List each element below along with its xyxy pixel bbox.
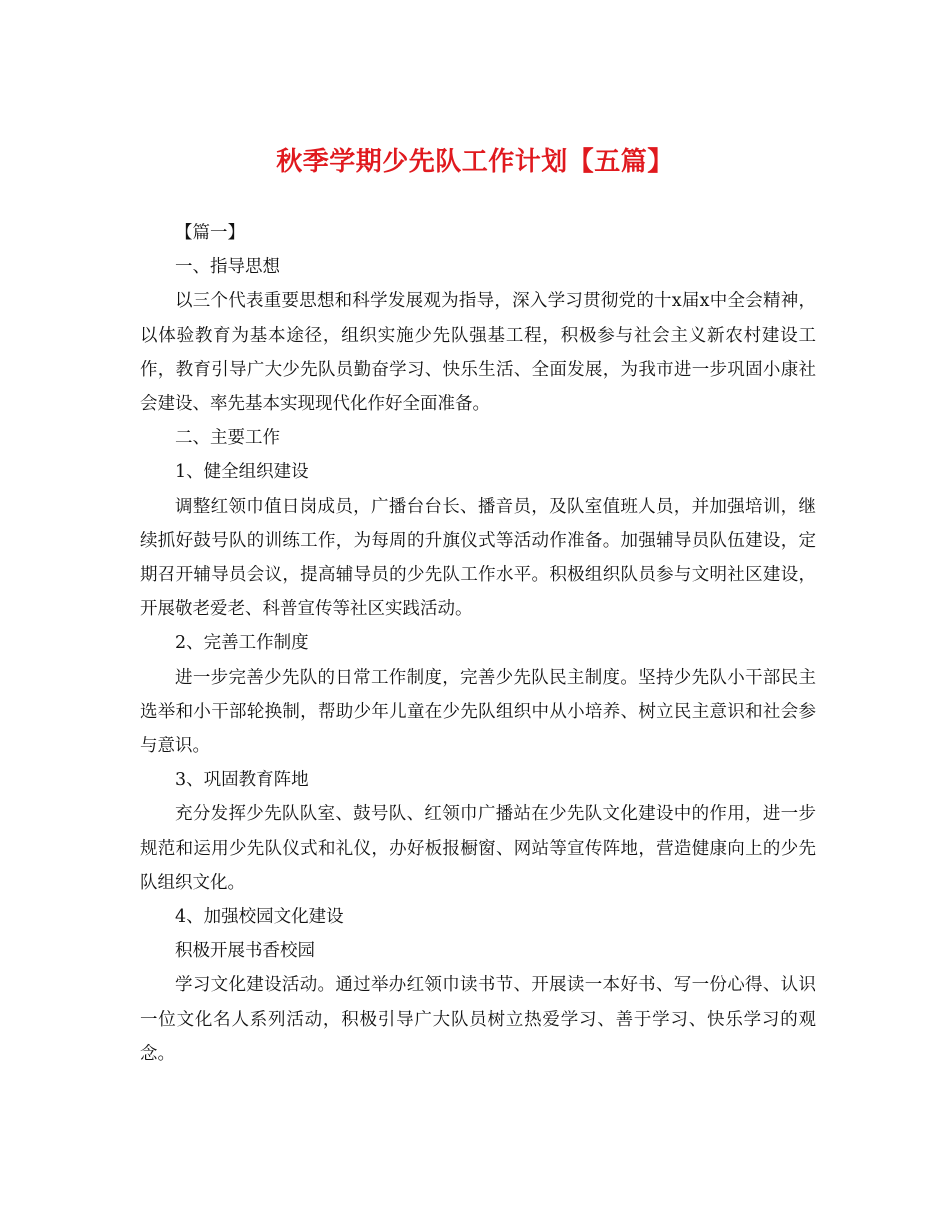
document-body [140, 216, 816, 1071]
section-heading: 二、主要工作 [175, 428, 280, 449]
body-paragraph: 进一步完善少先队的日常工作制度，完善少先队民主制度。坚持少先队小干部民主选举和小干部轮换制，帮助少年儿童在少先队组织中从小培养、树立民主意识和社会参与意识。 [140, 667, 816, 757]
body-paragraph: 调整红领巾值日岗成员，广播台台长、播音员，及队室值班人员，并加强培训，继续抓好鼓号队的训练工作，为每周的升旗仪式等活动作准备。加强辅导员队伍建设，定期召开辅导员会议，提高辅导员的少先队工作水平。积极组织队员参与文明社区建设，开展敬老爱老、科普宣传等社区实践活动。 [140, 496, 816, 620]
section-heading: 【篇一】 [175, 223, 245, 243]
section-heading: 一、指导思想 [175, 257, 280, 278]
subsection-heading: 2、完善工作制度 [175, 633, 309, 654]
body-paragraph: 以三个代表重要思想和科学发展观为指导，深入学习贯彻党的十x届x中全会精神，以体验教育为基本途径，组织实施少先队强基工程，积极参与社会主义新农村建设工作，教育引导广大少先队员勤奋学习、快乐生活、全面发展，为我市进一步巩固小康社会建设、率先基本实现现代化作好全面准备。 [140, 291, 816, 415]
subsection-heading: 1、健全组织建设 [175, 462, 309, 483]
subsection-heading: 3、巩固教育阵地 [175, 770, 309, 791]
body-line: 积极开展书香校园 [175, 941, 315, 962]
body-paragraph: 充分发挥少先队队室、鼓号队、红领巾广播站在少先队文化建设中的作用，进一步规范和运用少先队仪式和礼仪，办好板报橱窗、网站等宣传阵地，营造健康向上的少先队组织文化。 [140, 804, 816, 893]
subsection-heading: 4、加强校园文化建设 [175, 907, 344, 928]
document-title: 秋季学期少先队工作计划【五篇】 [276, 147, 674, 177]
body-paragraph: 学习文化建设活动。通过举办红领巾读书节、开展读一本好书、写一份心得、认识一位文化名人系列活动，积极引导广大队员树立热爱学习、善于学习、快乐学习的观念。 [140, 975, 816, 1064]
